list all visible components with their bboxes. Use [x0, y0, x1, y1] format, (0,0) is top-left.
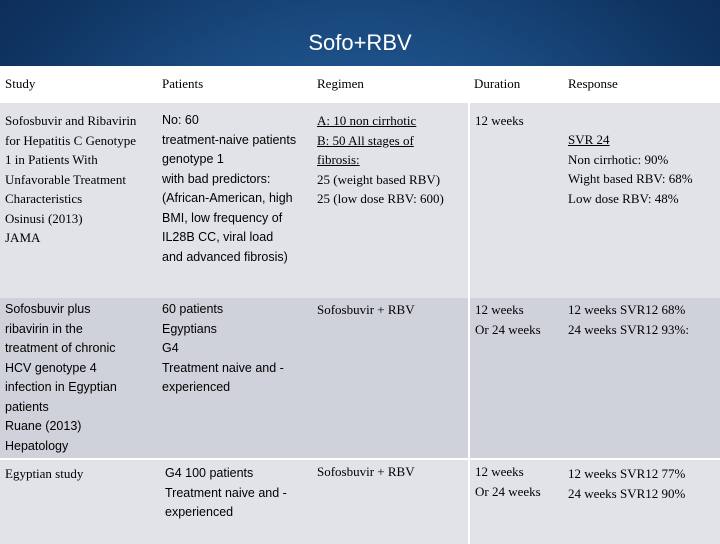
response-line: 12 weeks SVR12 68%	[568, 302, 686, 317]
slide-title: Sofo+RBV	[308, 30, 412, 55]
duration-line: 12 weeks	[475, 113, 524, 128]
duration-line: 12 weeks	[475, 302, 524, 317]
patients-line: experienced	[162, 380, 231, 394]
patients-line: and advanced fibrosis)	[162, 249, 288, 264]
patients-cell	[157, 102, 312, 298]
study-line: ribavirin in the	[5, 321, 83, 336]
response-line: SVR 24	[568, 132, 610, 147]
patients-cell	[157, 298, 312, 459]
study-line: Hepatology	[5, 438, 69, 453]
study-line: JAMA	[5, 230, 41, 245]
patients-line: experienced	[165, 505, 234, 519]
duration-line: 12 weeks	[475, 464, 524, 479]
patients-line: treatment-naive patients	[162, 132, 297, 147]
response-cell	[563, 459, 720, 544]
table-row	[0, 298, 720, 459]
study-line: Sofosbuvir and Ribavirin	[5, 113, 137, 128]
header-duration: Duration	[469, 66, 563, 102]
studies-table	[0, 66, 720, 544]
regimen-line: fibrosis:	[317, 152, 360, 167]
regimen-cell	[312, 102, 469, 298]
study-line: Unfavorable Treatment	[5, 171, 126, 187]
patients-line: G4	[162, 341, 179, 355]
patients-line: BMI, low frequency of	[162, 210, 283, 225]
study-line: for Hepatitis C Genotype	[5, 132, 137, 148]
study-line: treatment of chronic	[5, 341, 116, 355]
regimen-line: 25 (low dose RBV: 600)	[317, 191, 444, 206]
patients-line: Treatment naive and -	[165, 485, 287, 500]
study-line: Ruane (2013)	[5, 419, 82, 433]
response-line: Non cirrhotic: 90%	[568, 151, 669, 167]
patients-cell	[157, 459, 312, 544]
study-cell	[0, 459, 157, 544]
study-line: Sofosbuvir plus	[5, 302, 91, 316]
patients-line: genotype 1	[162, 152, 224, 166]
study-line: HCV genotype 4	[5, 360, 97, 375]
study-line: infection in Egyptian	[5, 380, 117, 394]
response-cell	[563, 298, 720, 459]
response-line: 24 weeks SVR12 90%	[568, 485, 686, 501]
study-line: patients	[5, 399, 49, 414]
regimen-line: B: 50 All stages of	[317, 132, 414, 148]
patients-line: 60 patients	[162, 302, 224, 316]
regimen-line: Sofosbuvir + RBV	[317, 464, 415, 479]
regimen-cell	[312, 459, 469, 544]
duration-line: Or 24 weeks	[475, 321, 541, 337]
regimen-line: A: 10 non cirrhotic	[317, 113, 417, 128]
response-cell	[563, 102, 720, 298]
study-line: Egyptian study	[5, 466, 84, 481]
study-cell	[0, 102, 157, 298]
study-line: Osinusi (2013)	[5, 210, 83, 226]
header-regimen: Regimen	[312, 66, 469, 102]
table-header-row	[0, 66, 720, 102]
header-study: Study	[0, 66, 157, 102]
table-row	[0, 459, 720, 544]
response-line: Low dose RBV: 48%	[568, 190, 679, 206]
duration-cell	[469, 298, 563, 459]
duration-cell	[469, 102, 563, 298]
patients-line: (African-American, high	[162, 191, 293, 205]
study-cell	[0, 298, 157, 459]
patients-line: with bad predictors:	[162, 171, 271, 186]
patients-line: No: 60	[162, 113, 199, 127]
header-patients: Patients	[157, 66, 312, 102]
duration-cell	[469, 459, 563, 544]
regimen-cell	[312, 298, 469, 459]
duration-line: Or 24 weeks	[475, 483, 541, 499]
patients-line: Treatment naive and -	[162, 360, 284, 375]
response-line: 12 weeks SVR12 77%	[568, 466, 686, 481]
regimen-line: Sofosbuvir + RBV	[317, 302, 415, 317]
study-line: 1 in Patients With	[5, 152, 98, 167]
table-row	[0, 102, 720, 298]
patients-line: G4 100 patients	[165, 466, 254, 480]
regimen-line: 25 (weight based RBV)	[317, 171, 441, 187]
study-line: Characteristics	[5, 191, 83, 206]
patients-line: Egyptians	[162, 321, 217, 336]
header-response: Response	[563, 66, 720, 102]
response-line: Wight based RBV: 68%	[568, 171, 693, 186]
response-line: 24 weeks SVR12 93%:	[568, 321, 689, 337]
patients-line: IL28B CC, viral load	[162, 230, 274, 244]
